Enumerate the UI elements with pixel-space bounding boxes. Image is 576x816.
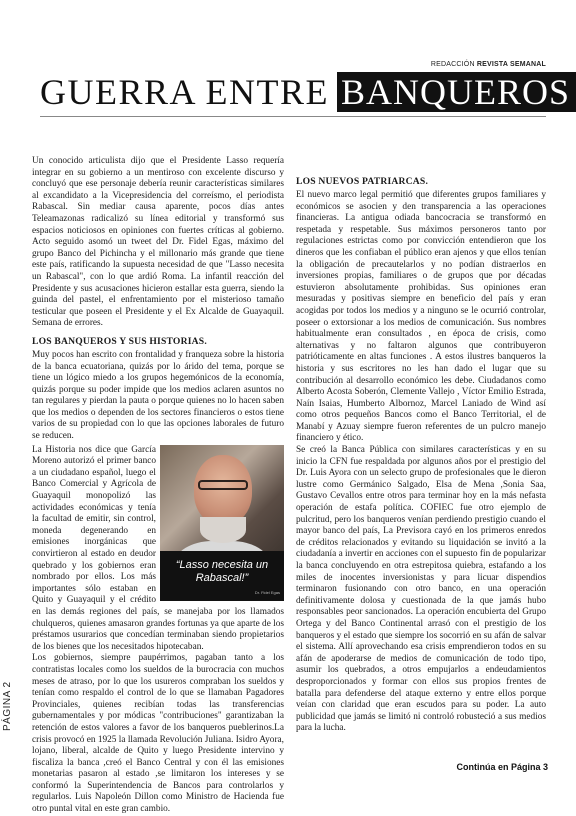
headline-part1: GUERRA ENTRE [40, 72, 330, 112]
section-paragraph-1: Muy pocos han escrito con frontalidad y franqueza sobre la historia de la banca ecuatoriana, quizás por lo árido del tema, porque se tiene un lógico miedo a los grupos hegemónicos de la economía, quizás porque su poder impide que los medios aclaren asuntos no tan regulares y pierdan la pauta o porque quienes no lo hacen saben que los medios o dependen de los sectores financieros o estos tiene varios de su propiedad con lo que las opciones laborales de futuro se reducen. [32, 349, 284, 442]
headline-rule [40, 116, 546, 117]
credit-prefix: REDACCIÓN [430, 61, 475, 68]
intro-paragraph: Un conocido articulista dijo que el Presidente Lasso requería integrar en su gobierno a un mentiroso con excelente discurso y concluyó que ese personaje debería reunir características similares al excandidato a la Vicepresidencia del correísmo, el periodista Rabascal. Sin mediar causa aparente, pocos días antes Teleamazonas radicalizó su línea editorial y transformó sus espacios noticiosos en opiniones con fuertes críticas al gobierno. Acto seguido asomó un tweet del Dr. Fidel Egas, máximo del grupo Banco del Pichincha y el millonario más grande que tiene este país, ratificando la supuesta necesidad de que "Lasso necesita un Rabascal", con lo que ardió Roma. La infantil reacción del Presidente y sus acusaciones hicieron estallar esta guerra, siendo la guinda del pastel, el enfrentamiento por el misterioso tamaño testicular que poseen el Presidente y el Ex Alcalde de Guayaquil. Semana de errores. [32, 156, 284, 329]
page-number: PÁGINA 2 [2, 681, 13, 731]
portrait-beard [200, 517, 246, 543]
section-credit [431, 61, 546, 68]
left-column [32, 156, 284, 816]
section-heading-banqueros: LOS BANQUEROS Y SUS HISTORIAS. [32, 335, 207, 347]
portrait-photo [160, 445, 284, 601]
portrait-glasses [198, 480, 248, 490]
section-heading-patriarcas: LOS NUEVOS PATRIARCAS. [296, 176, 429, 187]
photo-wrap [32, 445, 284, 654]
headline-part2: BANQUEROS [337, 72, 576, 112]
right-paragraph-2: Se creó la Banca Pública con similares características y en su inicio la CFN fue respaldada por algunos años por el prestigio del Dr. Luis Ayora con un selecto grupo de profesionales que le dieron lustre como Germánico Salgado, Elsa de Mena ,Sonia Saa, Gustavo Cevallos entre otros para terminar hoy en la más nefasta operación de estafa política. COFIEC fue otro ejemplo de pulcritud, pero los banqueros venían perdiendo prestigio cuando el mayor banco del país, La Previsora cayó en los primeros enredos de créditos relacionados y evitando su liquidación se invitó a la ciudadanía a invertir en acciones con el supuesto fin de popularizar la banca concluyendo en otra estrepitosa quiebra, estafando a los miles de inocentes inversionistas y para licuar dispendios terminaron fusionando con otro banco, en una operación definitivamente dolosa y cuestionada de la que jamás hubo responsables peor sancionados. La operación encubierta del Grupo Ortega y del Banco Continental arrasó con el prestigio de los banqueros y el estado que siempre los socorrió en su afán de salvar el sistema. Allí aprovechando esa crisis emprendieron todos en su afán de apoderarse de medios de comunicación de todo tipo, asumir los quebrados, a otros empujarlos a endeudamientos desproporcionados y formar con ellos sus propios frentes de batalla para defenderse del ataque externo y entre ellos porque veían con claridad que eran escudos para su poder. La auto publicidad que jamás se limitó ni controló robusteció a sus medios para la lucha. [296, 445, 546, 734]
continue-link[interactable]: Continúa en Página 3 [456, 762, 548, 772]
photo-quote: “Lasso necesita un Rabascal!” [160, 551, 284, 601]
right-column [296, 176, 546, 735]
section-paragraph-2: La Historia nos dice que García Moreno autorizó el primer banco a un ciudadano español, luego el Banco Comercial y Agrícola de Guayaquil monopolizó las actividades económicas y tenía la facultad de emitir, sin control, moneda degenerando en emisiones inorgánicas que convirtieron al estado en deudor quebrado y los gobiernos eran nombrado por ellos. Los más importantes sólo estaban en Quito y Guayaquil y el crédito en las demás regiones del país, se manejaba por los llamados chulqueros, quienes amasaron grandes fortunas ya que aparte de los préstamos usurarios que concedían terminaban siendo propietarios de los bienes que los necesitados hipotecaban. [32, 444, 284, 652]
headline [40, 72, 571, 112]
portrait-face [194, 455, 252, 525]
photo-caption: Dr. Fidel Egas [254, 590, 280, 596]
credit-name: REVISTA SEMANAL [476, 61, 546, 68]
right-paragraph-1: El nuevo marco legal permitió que diferentes grupos familiares y económicos se asocien y den transparencia a las operaciones financieras. La antigua odiada bancocracia se transformó en respetada y respetable. Sus máximos personeros tanto por regulaciones estrictas como por convicción entendieron que los dineros que les confiaban el público eran ajenos y que ellos tenían la obligación de precautelarlos y no podían distraerlos en inversiones propias, familiares o de grupos que por décadas estuvieron absolutamente prohibidas. Sus opiniones eran mesuradas y positivas siempre en beneficio del país y eran acogidas por todos los medios y a ninguno se le ocurrió controlar, poseer o extorsionar a los medios de comunicación. Sus nombres habitualmente eran consultados , en época de crisis, como alternativas y no faltaron algunos que contribuyeron patrióticamente en altas funciones . A estos ilustres banqueros la historia y sus escritores no les han dado el lugar que su contribución al desarrollo económico les debe. Ciudadanos como Alberto Acosta Soberón, Clemente Vallejo , Víctor Emilio Estrada, Naín Isaias, Humberto Albornoz, Marcel Laniado de Wind así como otros pequeños Bancos como el Banco Territorial, el de Manabí y Azuay siempre fueron referentes de un pulcro manejo financiero y ético. [296, 190, 546, 444]
section-paragraph-3: Los gobiernos, siempre paupérrimos, pagaban tanto a los contratistas locales como los sueldos de la burocracia con muchos meses de atraso, por lo que los usureros compraban los sueldos y tenían como respaldo el control de lo que se llamaban Pagadores Provinciales, quienes recibían todas las transferencias gubernamentales y por módicas "contribuciones" garantizaban la retención de estos valores a favor de los banqueros pueblerinos.La crisis provocó en 1925 la llamada Revolución Juliana. Isidro Ayora, lojano, liberal, alcalde de Quito y luego Presidente intervino y fiscaliza la banca ,creó el Banco Central y con él las emisiones monetarias pasaron al estado ,se limitaron los intereses y se conformó la Superintendencia de Bancos para controlarlos y regularlos. Luis Napoleón Dillon como Ministro de Hacienda fue otro puntal vital en este gran cambio. [32, 653, 284, 815]
